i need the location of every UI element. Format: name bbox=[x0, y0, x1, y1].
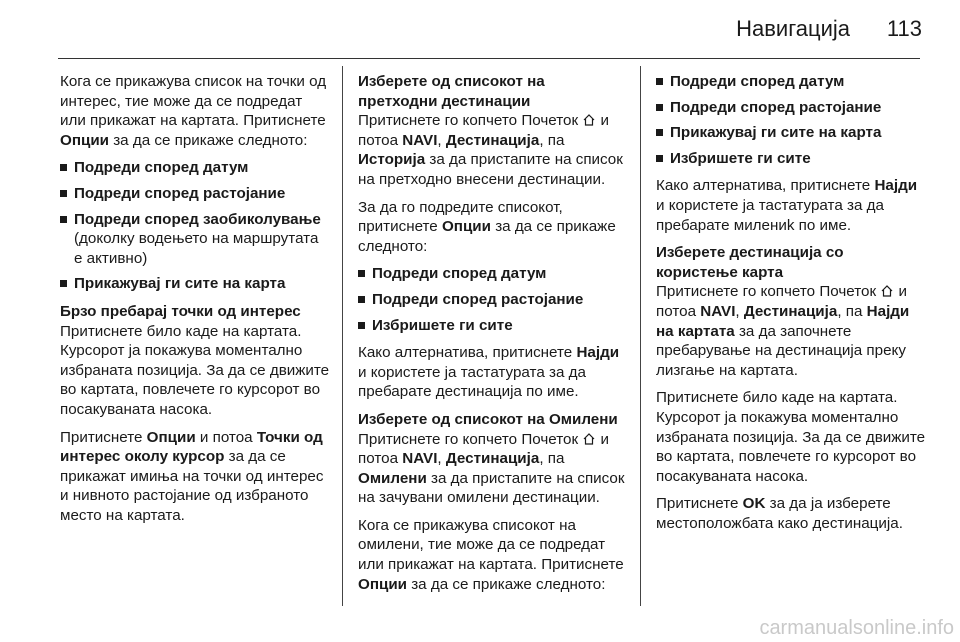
section-heading: Изберете дестинација со користење карта bbox=[656, 244, 844, 281]
list-item: Прикажувај ги сите на карта bbox=[60, 274, 330, 294]
list-item: Прикажувај ги сите на карта bbox=[656, 123, 928, 143]
section-heading: Брзо пребарај точки од интерес bbox=[60, 302, 301, 320]
paragraph: Притиснете Опции и потоа Точки од интерес околу курсор за да се прикажат имиња на точки од интерес и нивното растојание од избраното место на картата. bbox=[60, 428, 324, 524]
home-icon bbox=[582, 113, 596, 127]
column-2 bbox=[358, 72, 626, 602]
list-item: Избришете ги сите bbox=[358, 316, 626, 336]
bullet-list bbox=[358, 264, 626, 335]
list-item: Подреди според растојание bbox=[358, 290, 626, 310]
paragraph: Кога се прикажува список на точки од интерес, тие може да се подредат или прикажат на картата. Притиснете Опции за да се прикаже следното: bbox=[60, 73, 327, 149]
paragraph: Како алтернатива, притиснете Најди и користете ја тастатурата за да пребарате дестинација по име. bbox=[358, 344, 620, 401]
paragraph: Притиснете било каде на картата. Курсорот ја покажува моментално избраната позиција. За да се движите во картата, повлечете го курсорот во посакуваната насока. bbox=[60, 322, 330, 418]
list-item: Подреди според датум bbox=[358, 264, 626, 284]
list-item: Подреди според растојание bbox=[60, 184, 330, 204]
column-1 bbox=[60, 72, 330, 533]
column-divider bbox=[342, 66, 343, 606]
page-title: Навигација bbox=[736, 16, 850, 41]
paragraph: Притиснете било каде на картата. Курсорот ја покажува моментално избраната позиција. За да се движите во картата, повлечете го курсорот во посакуваната насока. bbox=[656, 389, 926, 485]
home-icon bbox=[880, 284, 894, 298]
paragraph: Притиснете го копчето Почеток и потоа NAVI, Дестинација, па Омилени за да пристапите на список на зачувани омилени дестинации. bbox=[358, 430, 625, 507]
paragraph: За да го подредите списокот, притиснете Опции за да се прикаже следното: bbox=[358, 198, 616, 255]
paragraph: Притиснете го копчето Почеток и потоа NAVI, Дестинација, па Историја за да пристапите на список на претходно внесени дестинации. bbox=[358, 112, 623, 188]
list-item: Подреди според датум bbox=[60, 158, 330, 178]
list-item: Подреди според заобиколување (доколку водењето на маршрутата е активно) bbox=[60, 210, 330, 269]
list-item: Подреди според датум bbox=[656, 72, 928, 92]
paragraph: Притиснете OK за да ја изберете местоположбата како дестинација. bbox=[656, 495, 903, 532]
column-3 bbox=[656, 72, 928, 541]
column-divider bbox=[640, 66, 641, 606]
home-icon bbox=[582, 432, 596, 446]
list-item: Избришете ги сите bbox=[656, 149, 928, 169]
paragraph: Како алтернатива, притиснете Најди и користете ја тастатурата за да пребарате милениk по име. bbox=[656, 177, 918, 234]
section-heading: Изберете од списокот на претходни дестинации bbox=[358, 73, 545, 110]
bullet-list bbox=[656, 72, 928, 168]
list-item: Подреди според растојание bbox=[656, 98, 928, 118]
page-header bbox=[0, 0, 960, 60]
paragraph: Кога се прикажува списокот на омилени, тие може да се подредат или прикажат на картата. Притиснете Опции за да се прикаже следното: bbox=[358, 516, 624, 593]
paragraph: Притиснете го копчето Почеток и потоа NAVI, Дестинација, па Најди на картата за да започнете пребарување на дестинација преку лизгање на картата. bbox=[656, 283, 910, 379]
watermark: carmanualsonline.info bbox=[759, 617, 954, 639]
bullet-list bbox=[60, 158, 330, 294]
header-rule bbox=[58, 58, 920, 59]
section-heading: Изберете од списокот на Омилени bbox=[358, 410, 618, 428]
page-number: 113 bbox=[886, 16, 922, 41]
